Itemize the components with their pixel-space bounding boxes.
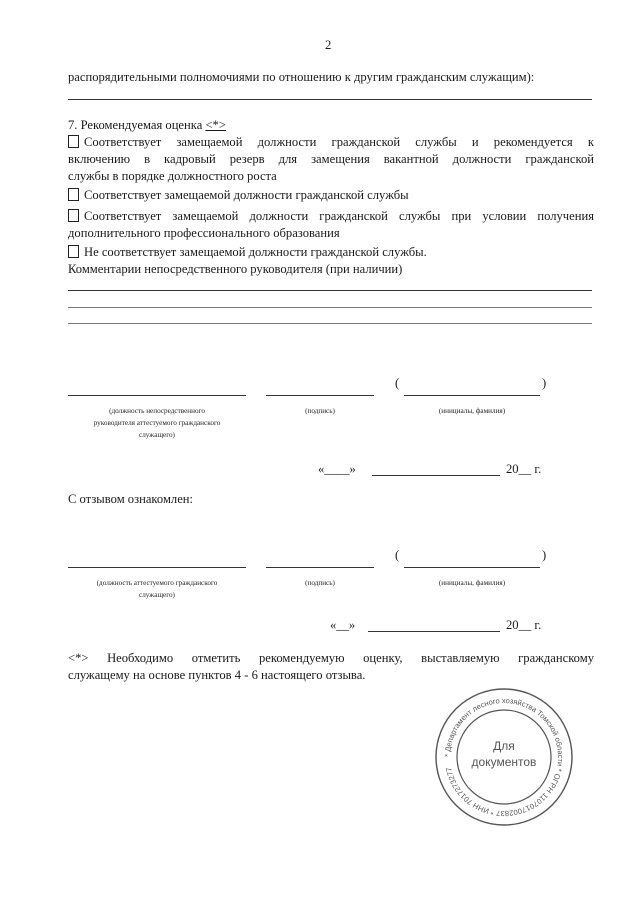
stamp-ring-text: * Департамент лесного хозяйства Томской области * ОГРН 1107017002837 * ИНН 7017273277 — [442, 695, 566, 819]
acquainted-label: С отзывом ознакомлен: — [68, 492, 194, 506]
option-4-text: Не соответствует замещаемой должности гражданской службы. — [84, 245, 427, 259]
initials-paren-open-2: ( — [395, 548, 400, 562]
signature-line-2[interactable] — [266, 567, 374, 568]
caption-position-2: (должность аттестуемого гражданского служащего) — [96, 579, 218, 599]
signature-line-1[interactable] — [266, 395, 374, 396]
date-month-line-2[interactable] — [368, 631, 500, 632]
date-year-1: 20__ г. — [506, 462, 542, 476]
initials-paren-open-1: ( — [395, 376, 400, 390]
date-year-2: 20__ г. — [506, 618, 542, 632]
checkbox-option-4[interactable] — [68, 245, 79, 258]
option-1-line-1: Соответствует замещаемой должности гражданской службы и рекомендуется к — [84, 135, 594, 149]
initials-line-2[interactable] — [404, 567, 540, 568]
caption-signature-2: (подпись) — [305, 579, 335, 587]
option-3-line-2: дополнительного профессионального образования — [68, 226, 340, 240]
checkbox-option-3[interactable] — [68, 209, 79, 222]
section7-title-text: 7. Рекомендуемая оценка — [68, 118, 203, 132]
option-3 — [68, 209, 594, 241]
document-stamp — [433, 686, 575, 828]
section7-footnote-ref: <*> — [205, 118, 226, 132]
intro-rule — [68, 99, 592, 100]
comments-label: Комментарии непосредственного руководителя (при наличии) — [68, 262, 403, 276]
date-day-2: «__» — [330, 618, 356, 632]
caption-initials-1: (инициалы, фамилия) — [438, 407, 506, 415]
option-3-line-1: Соответствует замещаемой должности гражданской службы при условии получения — [84, 209, 594, 223]
stamp-center-line-1: Для — [493, 739, 515, 753]
intro-line: распорядительными полномочиями по отношению к другим гражданским служащим): — [68, 70, 535, 84]
stamp-center-line-2: документов — [471, 755, 537, 769]
section7-title — [68, 118, 226, 133]
date-day-1: «____» — [318, 462, 356, 476]
option-1 — [68, 135, 594, 184]
option-2-text: Соответствует замещаемой должности гражданской службы — [84, 188, 409, 202]
date-month-line-1[interactable] — [372, 475, 500, 476]
initials-line-1[interactable] — [404, 395, 540, 396]
comments-rule-1[interactable] — [68, 290, 592, 291]
comments-rule-2[interactable] — [68, 307, 592, 308]
position-line-1[interactable] — [68, 395, 246, 396]
option-1-line-3: службы в порядке должностного роста — [68, 169, 277, 183]
caption-position-1: (должность непосредственного руководителя аттестуемого гражданского служащего) — [93, 407, 221, 439]
option-4 — [68, 245, 427, 260]
caption-signature-1: (подпись) — [305, 407, 335, 415]
checkbox-option-1[interactable] — [68, 135, 79, 148]
footnote-line-2: служащему на основе пунктов 4 - 6 настоящего отзыва. — [68, 668, 366, 682]
option-2 — [68, 188, 409, 203]
initials-paren-close-1: ) — [542, 376, 547, 390]
initials-paren-close-2: ) — [542, 548, 547, 562]
footnote — [68, 651, 594, 683]
page-number: 2 — [325, 38, 332, 52]
checkbox-option-2[interactable] — [68, 188, 79, 201]
footnote-line-1: <*> Необходимо отметить рекомендуемую оценку, выставляемую гражданскому — [68, 651, 594, 665]
comments-rule-3[interactable] — [68, 323, 592, 324]
caption-initials-2: (инициалы, фамилия) — [438, 579, 506, 587]
option-1-line-2: включению в кадровый резерв для замещения вакантной должности гражданской — [68, 152, 594, 166]
position-line-2[interactable] — [68, 567, 246, 568]
